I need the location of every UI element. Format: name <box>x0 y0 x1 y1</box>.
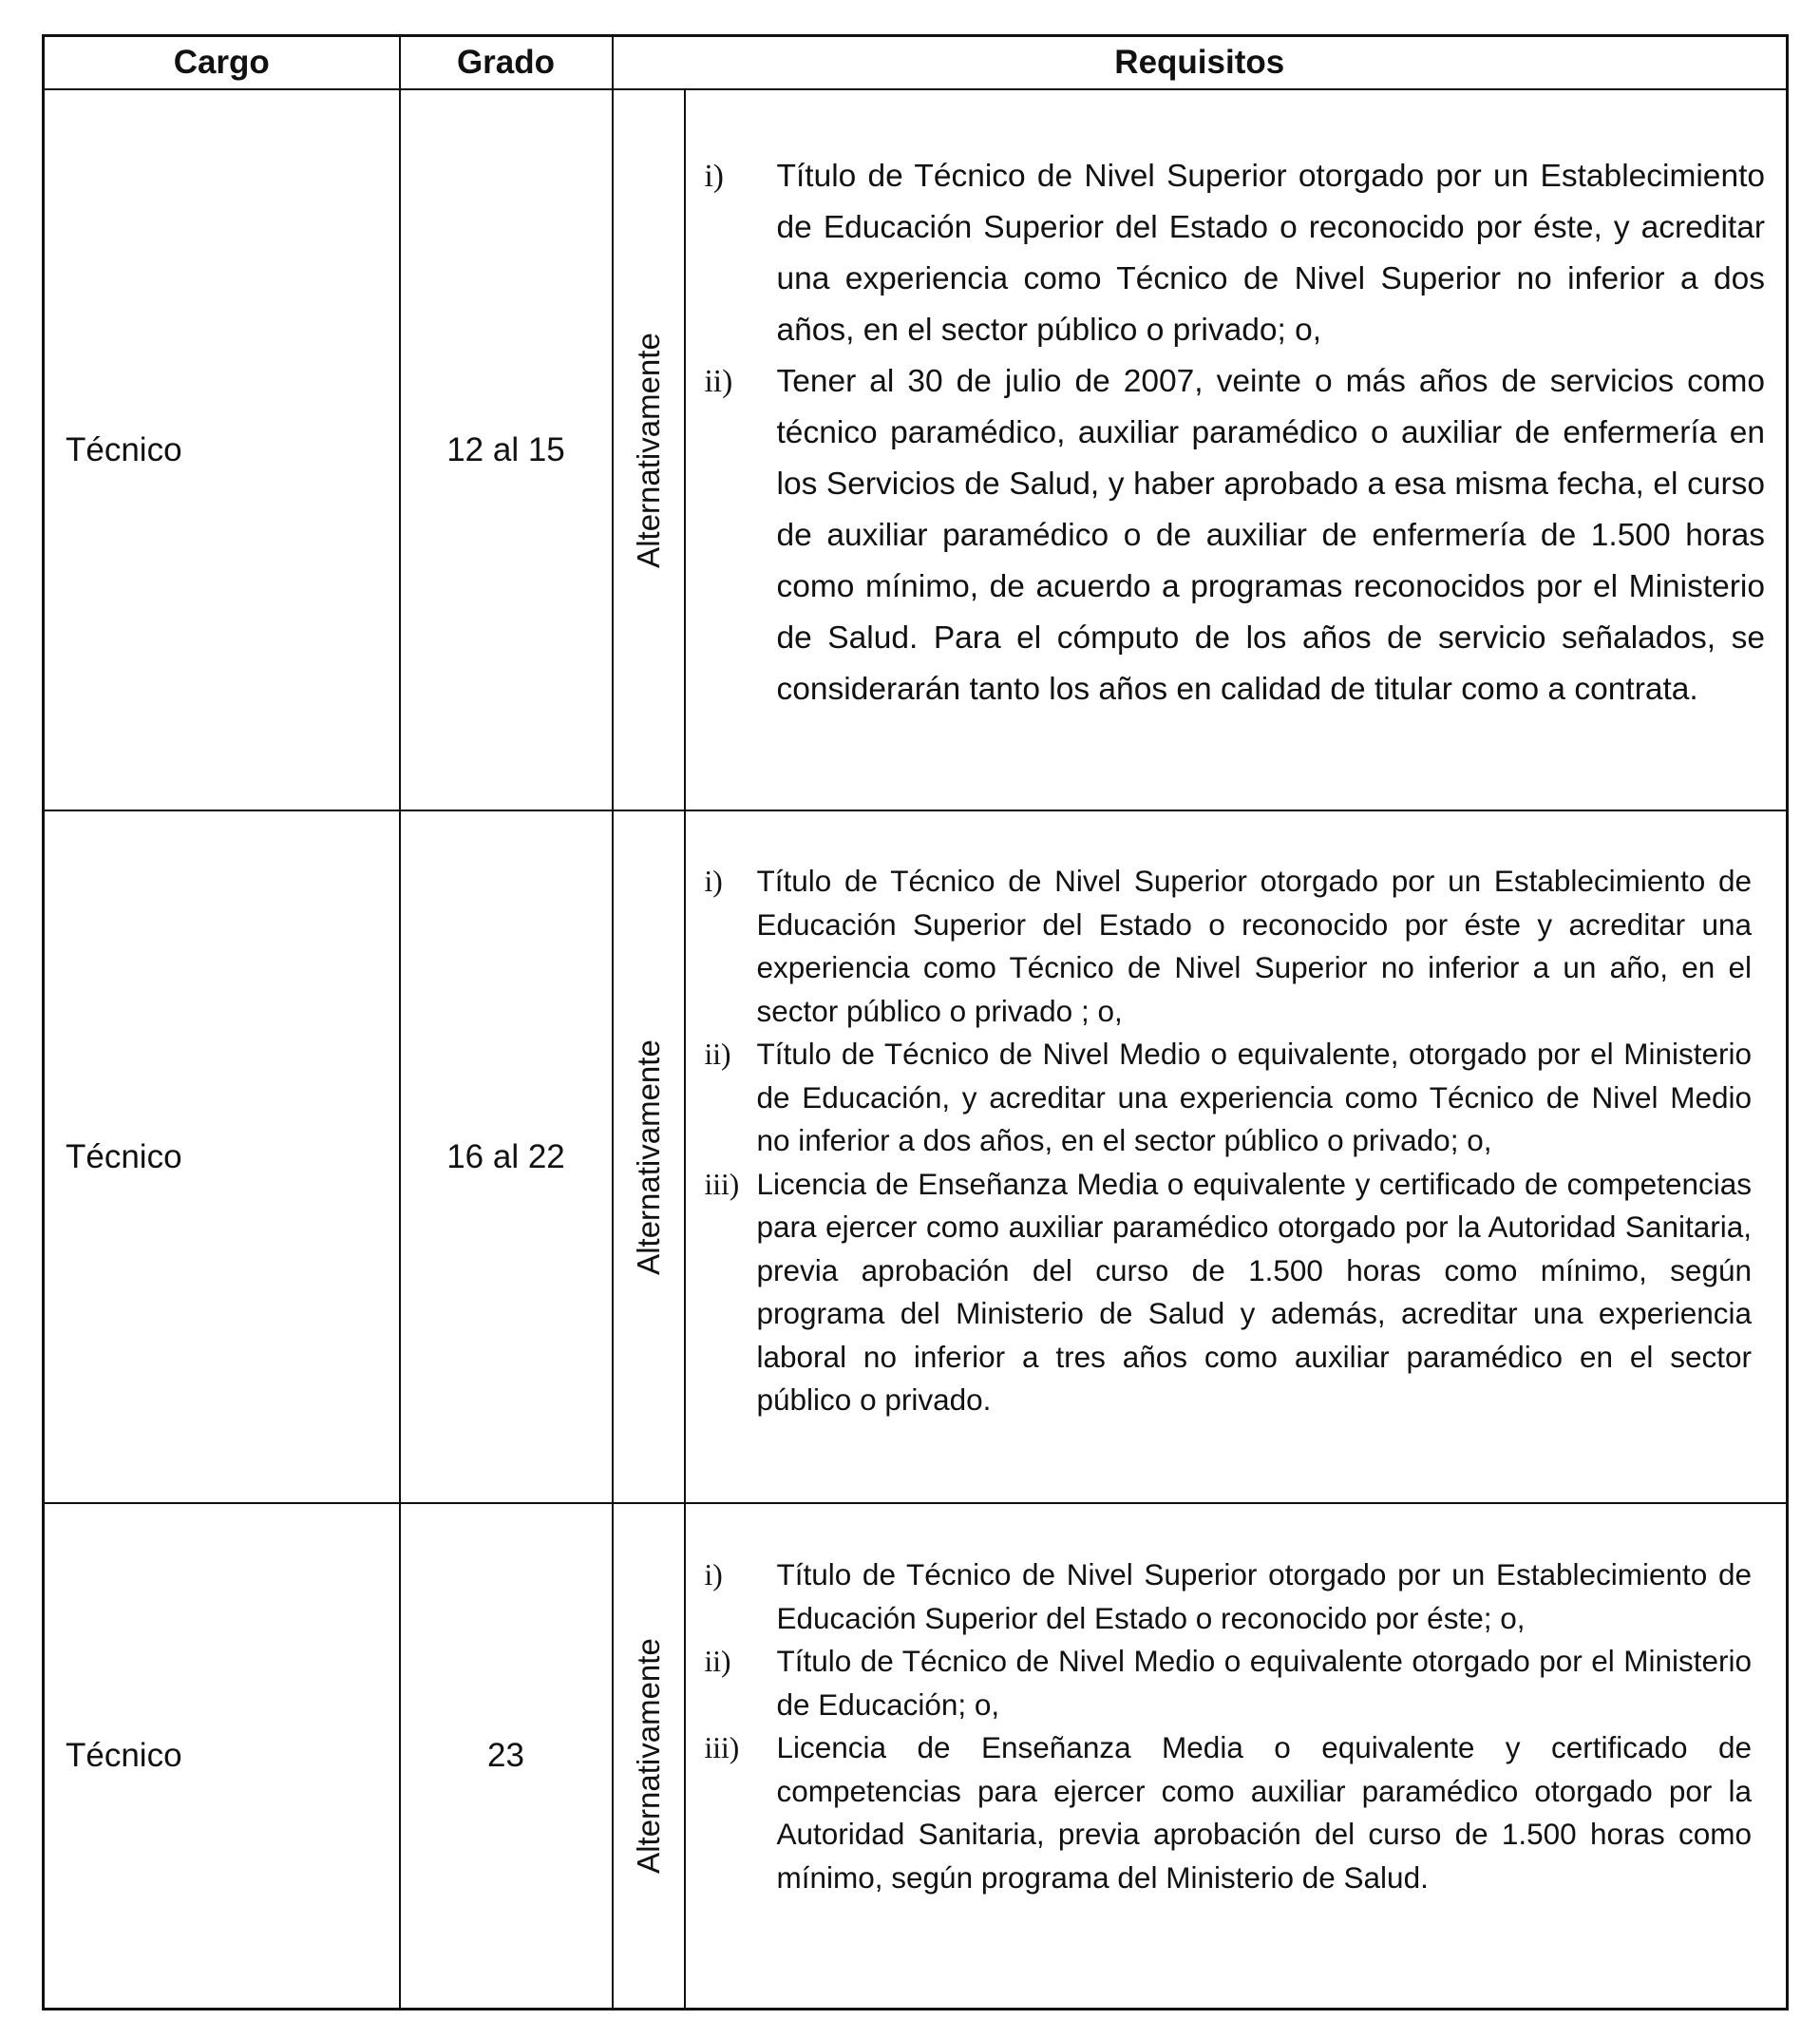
table-row <box>44 810 1788 1503</box>
item-text: Título de Técnico de Nivel Superior otorgado por un Establecimiento de Educación Superior del Estado o reconocido por éste y acreditar una experiencia como Técnico de Nivel Superior no inferior a un año, en el sector público o privado ; o, <box>756 864 1753 1028</box>
header-cargo: Cargo <box>44 36 400 90</box>
grado-cell: 16 al 22 <box>400 810 613 1503</box>
alternatively-cell <box>613 1503 685 2009</box>
grado-cell: 12 al 15 <box>400 89 613 810</box>
item-number: ii) <box>704 364 733 399</box>
cargo-cell: Técnico <box>44 1503 400 2009</box>
item-text: Título de Técnico de Nivel Medio o equivalente, otorgado por el Ministerio de Educación, y acreditar una experiencia como Técnico de Nivel Medio no inferior a dos años, en el sector público o privado; o, <box>756 1037 1753 1157</box>
item-text: Licencia de Enseñanza Media o equivalente y certificado de competencias para ejercer como auxiliar paramédico otorgado por la Autoridad Sanitaria, previa aprobación del curso de 1.500 horas como mínimo, según programa del Ministerio de Salud y además, acreditar una experiencia laboral no inferior a tres años como auxiliar paramédico en el sector público o privado. <box>756 1166 1753 1417</box>
requirements-table <box>42 34 1789 2010</box>
alternatively-cell <box>613 89 685 810</box>
requirements-list <box>686 811 1787 1422</box>
requirements-cell <box>685 89 1788 810</box>
table-row <box>44 1503 1788 2009</box>
cargo-cell: Técnico <box>44 89 400 810</box>
vertical-label: Alternativamente <box>630 1039 666 1275</box>
vertical-label: Alternativamente <box>630 332 666 568</box>
vertical-label: Alternativamente <box>630 1637 666 1874</box>
list-item <box>705 1640 1753 1726</box>
list-item <box>705 1033 1753 1163</box>
list-item <box>705 860 1753 1033</box>
item-text: Licencia de Enseñanza Media o equivalente y certificado de competencias para ejercer como auxiliar paramédico otorgado por la Autoridad Sanitaria, previa aprobación del curso de 1.500 horas como mínimo, según programa del Ministerio de Salud. <box>776 1730 1753 1895</box>
alternatively-cell <box>613 810 685 1503</box>
list-item <box>705 1163 1753 1422</box>
item-number: i) <box>704 159 724 194</box>
item-number: i) <box>704 1558 723 1591</box>
table-row <box>44 89 1788 810</box>
header-row <box>44 36 1788 90</box>
requirements-cell <box>685 1503 1788 2009</box>
cargo-cell: Técnico <box>44 810 400 1503</box>
header-requisitos: Requisitos <box>613 36 1788 90</box>
requirements-list <box>686 1504 1787 1899</box>
item-number: iii) <box>704 1731 740 1764</box>
grado-cell: 23 <box>400 1503 613 2009</box>
list-item <box>705 356 1766 715</box>
list-item <box>705 151 1766 356</box>
requirements-list <box>686 90 1787 715</box>
item-text: Título de Técnico de Nivel Superior otorgado por un Establecimiento de Educación Superior del Estado o reconocido por éste; o, <box>776 1557 1753 1635</box>
item-number: ii) <box>704 1038 731 1071</box>
list-item <box>705 1553 1753 1640</box>
item-text: Tener al 30 de julio de 2007, veinte o más años de servicios como técnico paramédico, auxiliar paramédico o auxiliar de enfermería en los Servicios de Salud, y haber aprobado a esa misma fecha, el curso de auxiliar paramédico o de auxiliar de enfermería de 1.500 horas como mínimo, de acuerdo a programas reconocidos por el Ministerio de Salud. Para el cómputo de los años de servicio señalados, se considerarán tanto los años en calidad de titular como a contrata. <box>776 364 1766 707</box>
item-text: Título de Técnico de Nivel Superior otorgado por un Establecimiento de Educación Superior del Estado o reconocido por éste, y acreditar una experiencia como Técnico de Nivel Superior no inferior a dos años, en el sector público o privado; o, <box>776 159 1766 348</box>
item-number: ii) <box>704 1645 731 1678</box>
item-number: iii) <box>704 1167 740 1201</box>
requirements-cell <box>685 810 1788 1503</box>
item-number: i) <box>704 865 723 898</box>
list-item <box>705 1726 1753 1899</box>
item-text: Título de Técnico de Nivel Medio o equivalente otorgado por el Ministerio de Educación; o, <box>776 1644 1753 1722</box>
header-grado: Grado <box>400 36 613 90</box>
